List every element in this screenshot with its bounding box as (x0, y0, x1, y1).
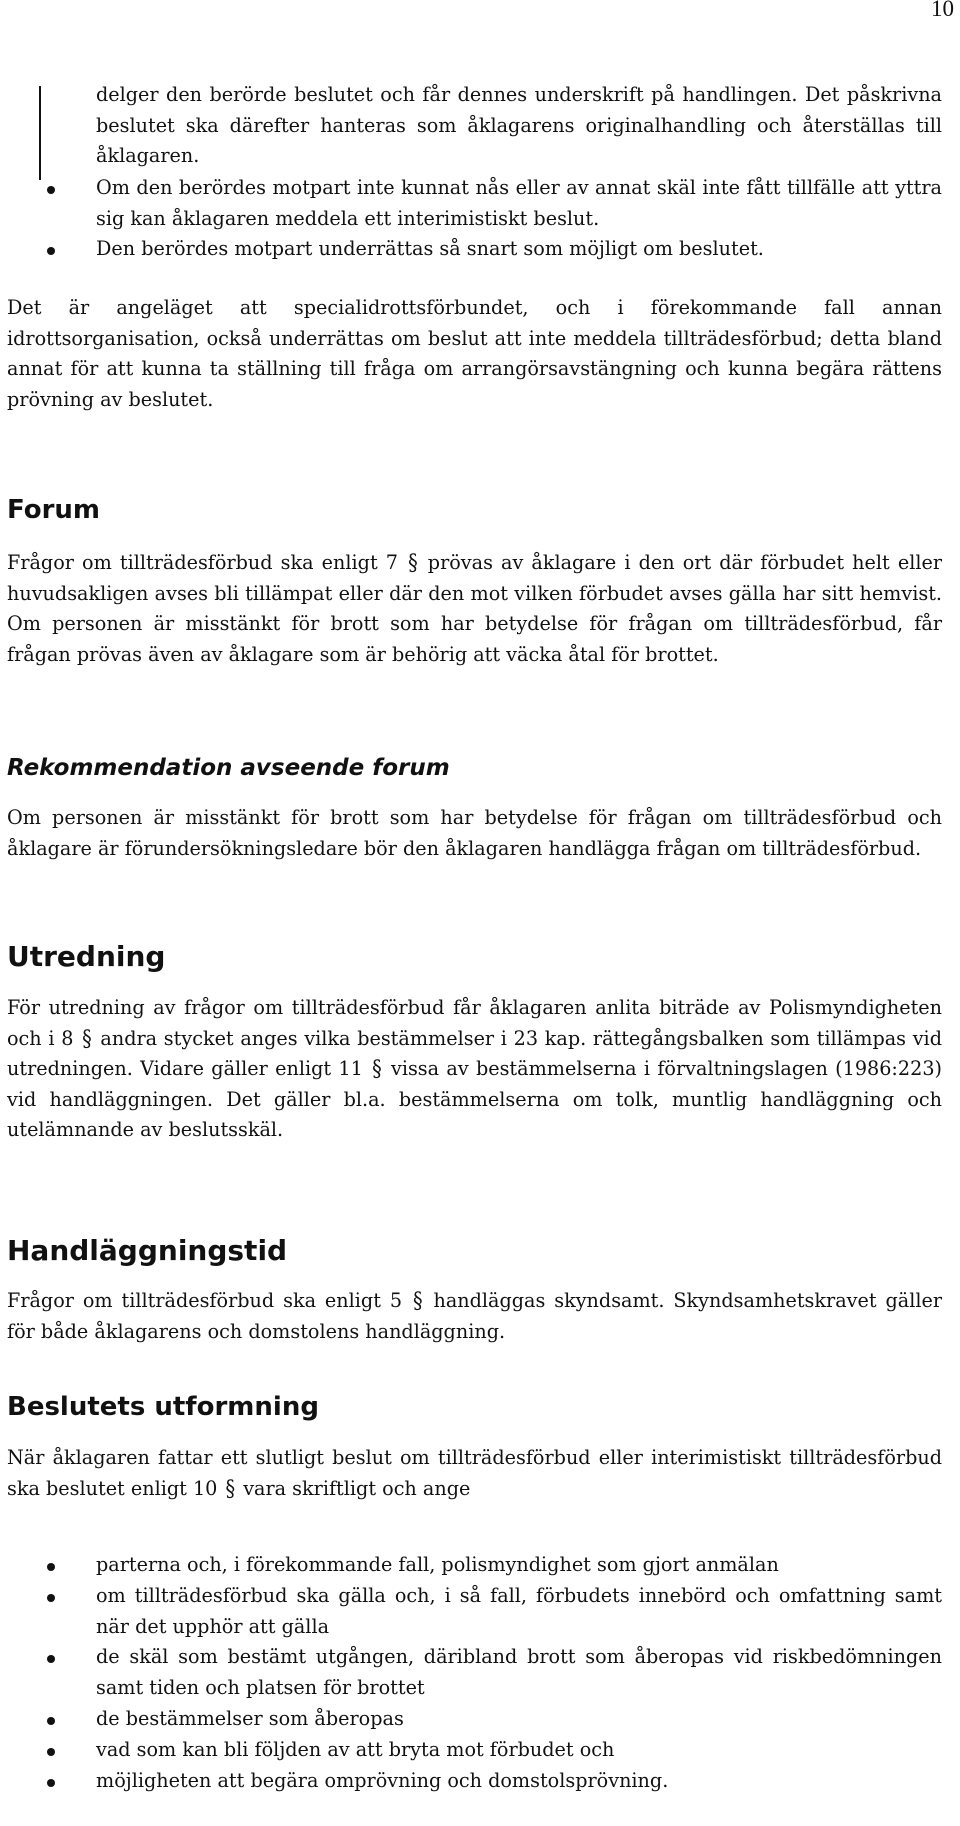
page-number: 10 (931, 0, 954, 21)
bullet-icon (47, 1563, 55, 1571)
section-sign: § (408, 549, 418, 576)
list-item-continuation: delger den berörde beslutet och får dennes underskrift på handlingen. Det påskrivna beslutet ska därefter hanteras som åklagarens originalhandling och återställas till åklagaren. (96, 83, 942, 167)
paragraph-handlaggningstid (7, 1286, 942, 1347)
bullet-icon (47, 1655, 55, 1663)
paragraph-utformning (7, 1443, 942, 1504)
utredning-text-b: andra stycket anges vilka bestämmelser i 23 kap. rättegångsbalken som tillämpas vid utredningen. Vidare gäller enligt 11 (7, 1026, 942, 1080)
forum-text-a: Frågor om tillträdesförbud ska enligt 7 (7, 551, 398, 574)
bullet-icon (47, 1594, 55, 1602)
heading-recommendation: Rekommendation avseende forum (7, 755, 450, 781)
bullet-icon (47, 1779, 55, 1787)
bullet-icon (47, 1717, 55, 1725)
list-item-text: Den berördes motpart underrättas så snart som möjligt om beslutet. (96, 237, 764, 260)
list-item-text: om tillträdesförbud ska gälla och, i så fall, förbudets innebörd och omfattning samt när det upphör att gälla (96, 1584, 942, 1638)
list-item-text: möjligheten att begära omprövning och domstolsprövning. (96, 1769, 669, 1792)
revision-bar (39, 86, 41, 180)
heading-handlaggningstid: Handläggningstid (7, 1234, 288, 1267)
utredning-text-c: vissa av bestämmelserna i förvaltningslagen (1986:223) vid handläggningen. Det gäller bl.a. bestämmelserna om tolk, muntlig handläggning och utelämnande av beslutsskäl. (7, 1057, 943, 1141)
heading-utredning: Utredning (7, 940, 166, 973)
paragraph-utredning (7, 993, 942, 1146)
handlaggningstid-text-a: Frågor om tillträdesförbud ska enligt 5 (7, 1289, 403, 1312)
section-sign: § (412, 1287, 423, 1314)
utformning-text-b: vara skriftligt och ange (243, 1476, 471, 1500)
heading-forum: Forum (7, 495, 100, 525)
utformning-text-a: När åklagaren fattar ett slutligt beslut om tillträdesförbud eller interimistiskt tillträdesförbud ska beslutet enligt 10 (7, 1446, 942, 1500)
section-sign: § (82, 1024, 92, 1052)
list-item-text: parterna och, i förekommande fall, polismyndighet som gjort anmälan (96, 1553, 779, 1576)
utredning-text-a: För utredning av frågor om tillträdesförbud får åklagaren anlita biträde av Polismyndigheten och i 8 (7, 996, 942, 1050)
paragraph-recommendation: Om personen är misstänkt för brott som har betydelse för frågan om tillträdesförbud och åklagare är förundersökningsledare bör den åklagaren handlägga frågan om tillträdesförbud. (7, 806, 942, 860)
forum-text-b: prövas av åklagare i den ort där förbudet helt eller huvudsakligen avses bli tillämpat eller där den mot vilken förbudet avses gälla har sitt hemvist. Om personen är misstänkt för brott som har betydelse för frågan om tillträdesförbud, får frågan prövas även av åklagare som är behörig att väcka åtal för brottet. (7, 551, 942, 666)
heading-utformning: Beslutets utformning (7, 1392, 319, 1422)
section-sign: § (225, 1474, 236, 1502)
bullet-icon (47, 247, 55, 255)
bullet-icon (47, 186, 55, 194)
section-sign: § (372, 1055, 382, 1082)
paragraph-notification: Det är angeläget att specialidrottsförbundet, och i förekommande fall annan idrottsorganisation, också underrättas om beslut att inte meddela tillträdesförbud; detta bland annat för att kunna ta ställning till fråga om arrangörsavstängning och kunna begära rättens prövning av beslutet. (7, 296, 942, 411)
list-item-text: de bestämmelser som åberopas (96, 1707, 404, 1730)
bullet-icon (47, 1748, 55, 1756)
list-item-text: vad som kan bli följden av att bryta mot förbudet och (96, 1738, 615, 1761)
paragraph-forum (7, 548, 942, 670)
list-item-text: de skäl som bestämt utgången, däribland brott som åberopas vid riskbedömningen samt tiden och platsen för brottet (96, 1645, 942, 1699)
list-item-text: Om den berördes motpart inte kunnat nås eller av annat skäl inte fått tillfälle att yttra sig kan åklagaren meddela ett interimistiskt beslut. (96, 176, 942, 230)
handlaggningstid-text-b: handläggas skyndsamt. Skyndsamhetskravet gäller för både åklagarens och domstolens handläggning. (7, 1289, 942, 1343)
